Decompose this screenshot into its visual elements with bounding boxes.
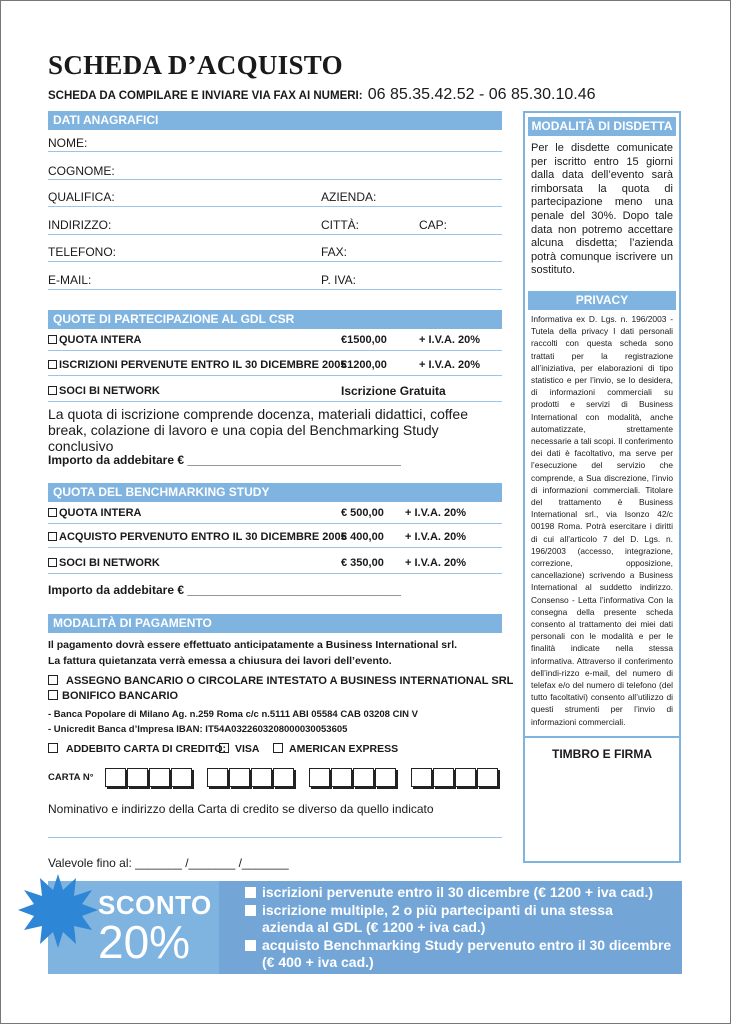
bench-option-soci[interactable] xyxy=(48,557,160,569)
privacy-heading: PRIVACY xyxy=(528,291,676,310)
bench-price: € 500,00 xyxy=(341,507,384,519)
email-label[interactable]: E-MAIL: xyxy=(48,273,92,287)
qualifica-azienda-row xyxy=(48,189,502,207)
gdl-option-early[interactable] xyxy=(48,359,347,371)
cognome-label: COGNOME: xyxy=(48,164,115,178)
qualifica-label[interactable]: QUALIFICA: xyxy=(48,190,115,204)
sconto-item: acquisto Benchmarking Study pervenuto entro il 30 dicembre (€ 400 + iva cad.) xyxy=(245,937,682,972)
telefono-row xyxy=(48,244,502,262)
bench-option-quota-intera[interactable] xyxy=(48,507,142,519)
section-header-quote-gdl: QUOTE DI PARTECIPAZIONE AL GDL CSR xyxy=(48,310,502,329)
checkbox[interactable] xyxy=(48,675,58,685)
option-amex[interactable] xyxy=(273,743,398,755)
citta-label[interactable]: CITTÀ: xyxy=(321,218,359,232)
bank-info-2: - Unicredit Banca d’Impresa IBAN: IT54A0322603208000030053605 xyxy=(48,724,348,735)
checkbox[interactable] xyxy=(48,386,57,395)
bullet-icon xyxy=(245,887,256,898)
telefono-label[interactable]: TELEFONO: xyxy=(48,245,117,259)
sconto-list xyxy=(245,884,682,972)
option-visa-label: VISA xyxy=(235,743,260,755)
cognome-field[interactable] xyxy=(48,162,502,180)
email-row xyxy=(48,272,502,290)
disdetta-text: Per le disdette comunicate per iscritto entro 15 giorni dalla data dell’evento sarà rimborsata la quota di partecipazione meno una penale del 30%. Dopo tale data non potremo accettare alcuna disdetta; l’azienda potrà comunque iscrivere un sostituto. xyxy=(531,142,673,277)
checkbox[interactable] xyxy=(273,743,283,753)
sidebar-box xyxy=(523,111,681,863)
bench-option-label: QUOTA INTERA xyxy=(59,507,142,519)
checkbox[interactable] xyxy=(48,532,57,541)
gdl-price-gratuita: Iscrizione Gratuita xyxy=(341,384,446,398)
sconto-item: iscrizioni pervenute entro il 30 dicembre (€ 1200 + iva cad.) xyxy=(245,884,682,902)
card-number-boxes[interactable] xyxy=(105,768,499,792)
fax-instructions xyxy=(48,86,596,104)
gdl-option-label: ISCRIZIONI PERVENUTE ENTRO IL 30 DICEMBRE 2005 xyxy=(59,359,347,371)
gdl-iva: + I.V.A. 20% xyxy=(419,334,481,346)
azienda-label[interactable]: AZIENDA: xyxy=(321,190,377,204)
valevole-field[interactable]: Valevole fino al: _______ /_______ /_______ xyxy=(48,856,289,870)
bank-info-1: - Banca Popolare di Milano Ag. n.259 Roma c/c n.5111 ABI 05584 CAB 03208 CIN V xyxy=(48,709,418,720)
option-carta-label: ADDEBITO CARTA DI CREDITO: xyxy=(66,743,227,755)
bullet-icon xyxy=(245,905,256,916)
nominativo-note: Nominativo e indirizzo della Carta di credito se diverso da quello indicato xyxy=(48,802,434,816)
sconto-percent: 20% xyxy=(98,916,191,968)
gdl-note: La quota di iscrizione comprende docenza, materiali didattici, coffee break, colazione di lavoro e una copia del Benchmarking Study conclusivo xyxy=(48,406,468,454)
page-title: SCHEDA D’ACQUISTO xyxy=(48,50,343,80)
fax-instructions-label: SCHEDA DA COMPILARE E INVIARE VIA FAX AI NUMERI: xyxy=(48,90,363,102)
option-assegno[interactable] xyxy=(48,675,513,687)
gdl-importo[interactable]: Importo da addebitare € ________________________________ xyxy=(48,453,401,467)
checkbox[interactable] xyxy=(48,743,58,753)
bench-price: € 350,00 xyxy=(341,557,384,569)
gdl-option-label: SOCI BI NETWORK xyxy=(59,385,160,397)
gdl-option-quota-intera[interactable] xyxy=(48,334,142,346)
checkbox[interactable] xyxy=(48,360,57,369)
sconto-item: iscrizione multiple, 2 o più partecipanti di una stessa azienda al GDL (€ 1200 + iva cad.) xyxy=(245,902,662,937)
bench-importo[interactable]: Importo da addebitare € ________________________________ xyxy=(48,583,401,597)
fax-numbers: 06 85.35.42.52 - 06 85.30.10.46 xyxy=(367,86,596,103)
piva-label[interactable]: P. IVA: xyxy=(321,273,356,287)
option-visa[interactable] xyxy=(219,743,260,755)
nome-label: NOME: xyxy=(48,136,88,150)
starburst-icon xyxy=(16,872,100,950)
bench-iva: + I.V.A. 20% xyxy=(405,557,467,569)
option-carta[interactable] xyxy=(48,743,226,755)
bench-option-label: ACQUISTO PERVENUTO ENTRO IL 30 DICEMBRE 2005 xyxy=(59,531,347,543)
pagamento-line2: La fattura quietanzata verrà emessa a chiusura dei lavori dell’evento. xyxy=(48,655,392,667)
cap-label[interactable]: CAP: xyxy=(419,218,448,232)
option-assegno-label: ASSEGNO BANCARIO O CIRCOLARE INTESTATO A BUSINESS INTERNATIONAL SRL xyxy=(66,675,514,687)
fax-label[interactable]: FAX: xyxy=(321,245,348,259)
section-header-anagrafici: DATI ANAGRAFICI xyxy=(48,111,502,130)
bench-option-label: SOCI BI NETWORK xyxy=(59,557,160,569)
option-bonifico-label: BONIFICO BANCARIO xyxy=(62,690,179,702)
timbro-firma[interactable]: TIMBRO E FIRMA xyxy=(552,746,652,761)
checkbox[interactable] xyxy=(48,508,57,517)
indirizzo-label[interactable]: INDIRIZZO: xyxy=(48,218,112,232)
privacy-text: Informativa ex D. Lgs. n. 196/2003 - Tutela della privacy I dati personali raccolti con questa scheda sono trattati per la registrazione all’iniziativa, per elaborazioni di tipo statistico e per l’invio, se lo desidera, di informazioni commerciali su prodotti e servizi di Business International con modalità, anche automatizzate, strettamente necessarie a tali scopi. Il conferimento dei dati è facoltativo, ma serve per l’esecuzione del servizio che comprende, a Sua discrezione, l’invio di informazioni commerciali. Titolare del trattamento è Business International srl., via Isonzo 42/c 00198 Roma. Potrà esercitare i diritti di cui all’articolo 7 del D. Lgs. n. 196/2003 (accesso, integrazione, correzione, opposizione, cancellazione) scrivendo a Business International al suddetto indirizzo. Consenso - Letta l’informativa Con la consegna della presente scheda consento al trattamento dei miei dati personali con le modalità e per le finalità indicate nella stessa informativa. Attraverso il conferimento dell’indi-rizzo e-mail, del numero di telefax e/o del numero di telefono (del tutto facoltativi) consento all’utilizzo di questi strumenti per l’invio di informazioni commerciali. xyxy=(531,313,673,727)
checkbox[interactable] xyxy=(48,690,58,700)
gdl-option-soci[interactable] xyxy=(48,385,160,397)
gdl-price: €1500,00 xyxy=(341,334,387,346)
checkbox[interactable] xyxy=(48,335,57,344)
gdl-option-label: QUOTA INTERA xyxy=(59,334,142,346)
section-header-benchmarking: QUOTA DEL BENCHMARKING STUDY xyxy=(48,483,502,502)
pagamento-line1: Il pagamento dovrà essere effettuato anticipatamente a Business International srl. xyxy=(48,639,458,651)
sconto-label: SCONTO xyxy=(98,890,212,920)
bullet-icon xyxy=(245,940,256,951)
carta-label: CARTA N° xyxy=(48,772,94,783)
option-amex-label: AMERICAN EXPRESS xyxy=(289,743,399,755)
nominativo-line[interactable] xyxy=(48,836,502,838)
section-header-pagamento: MODALITÀ DI PAGAMENTO xyxy=(48,614,502,633)
bench-iva: + I.V.A. 20% xyxy=(405,531,467,543)
gdl-iva: + I.V.A. 20% xyxy=(419,359,481,371)
disdetta-heading: MODALITÀ DI DISDETTA xyxy=(528,117,676,136)
bench-price: € 400,00 xyxy=(341,531,384,543)
gdl-price: €1200,00 xyxy=(341,359,387,371)
nome-field[interactable] xyxy=(48,134,502,152)
bench-option-early[interactable] xyxy=(48,531,347,543)
bench-iva: + I.V.A. 20% xyxy=(405,507,467,519)
option-bonifico[interactable] xyxy=(48,690,178,702)
checkbox[interactable] xyxy=(219,743,229,753)
checkbox[interactable] xyxy=(48,558,57,567)
